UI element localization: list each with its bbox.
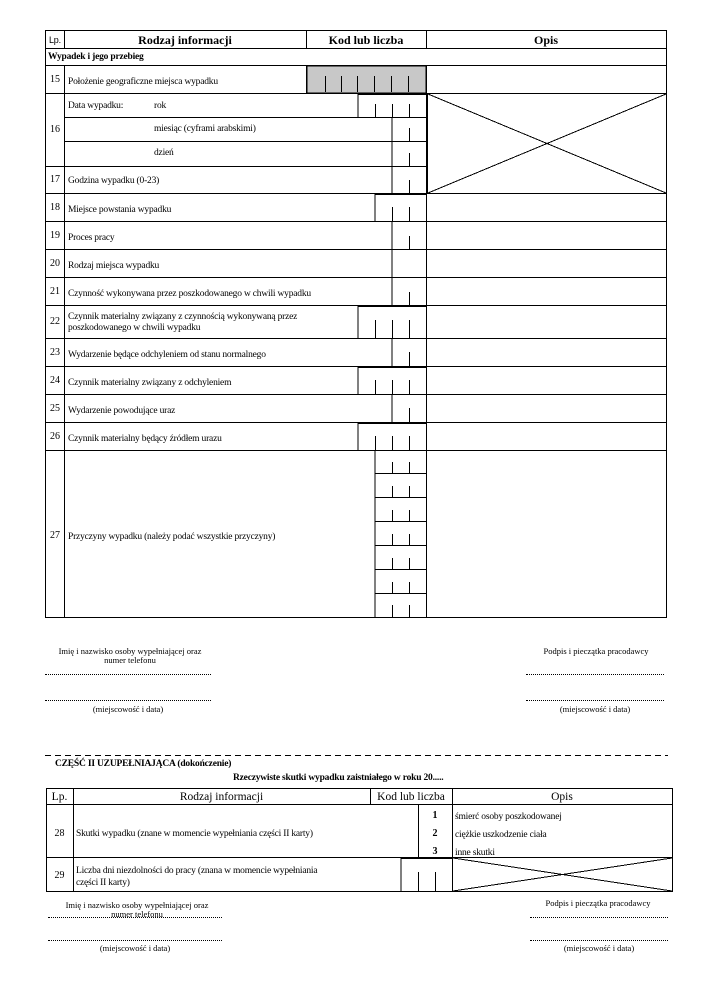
row-29-days-field[interactable] — [401, 859, 452, 891]
p2-header-lp: Lp. — [51, 791, 68, 803]
row-23-label: Wydarzenie będące odchyleniem od stanu normalnego — [68, 350, 266, 360]
section-title: Wypadek i jego przebieg — [48, 52, 144, 62]
row-18-opis-field[interactable] — [427, 194, 666, 221]
filler2-name-label-line2: numer telefonu — [111, 909, 163, 919]
row-29-label-line1: Liczba dni niezdolności do pracy (znana w momencie wypełniania — [76, 866, 318, 876]
row-22-lp: 22 — [50, 316, 60, 327]
part-two-title: CZĘŚĆ II UZUPEŁNIAJĄCA (dokończenie) — [55, 759, 232, 769]
filler-name-label-line1: Imię i nazwisko osoby wypełniającej oraz — [58, 646, 202, 656]
filler-name-label-line2: numer telefonu — [104, 655, 156, 665]
row-16-miesiac: miesiąc (cyframi arabskimi) — [154, 124, 256, 134]
row-17-label: Godzina wypadku (0-23) — [68, 176, 160, 186]
row-21-label: Czynność wykonywana przez poszkodowanego w chwili wypadku — [68, 289, 311, 299]
row-26-lp: 26 — [50, 431, 60, 442]
row-16-rok: rok — [154, 101, 167, 111]
row-28-opis-2: ciężkie uszkodzenie ciała — [455, 830, 547, 840]
row-19-code-field[interactable] — [392, 222, 426, 249]
row-19-label: Proces pracy — [68, 233, 115, 243]
row-22-label-line2: poszkodowanego w chwili wypadku — [68, 323, 201, 333]
row-18-label: Miejsce powstania wypadku — [68, 205, 172, 215]
p2-header-kod: Kod lub liczba — [377, 791, 445, 803]
row-16-month-field[interactable] — [392, 118, 426, 141]
row-27-code-field[interactable] — [375, 451, 426, 617]
row-27-lp: 27 — [50, 530, 60, 541]
p2-header-opis: Opis — [551, 791, 573, 803]
row-28-opis-3: inne skutki — [455, 848, 495, 858]
row-28-label: Skutki wypadku (znane w momencie wypełniania części II karty) — [76, 829, 313, 839]
row-16-label: Data wypadku: — [68, 101, 124, 111]
filler2-place-date-label: (miejscowość i data) — [99, 943, 171, 953]
row-21-code-field[interactable] — [392, 278, 426, 305]
row-27-opis-field[interactable] — [427, 451, 666, 617]
row-21-lp: 21 — [50, 286, 60, 297]
row-25-code-field[interactable] — [392, 395, 426, 422]
employer-place-date-label: (miejscowość i data) — [559, 704, 631, 714]
row-18-code-field[interactable] — [375, 195, 426, 221]
row-29-lp: 29 — [54, 870, 65, 881]
row-24-label: Czynnik materialny związany z odchyleniem — [68, 378, 232, 388]
row-25-label: Wydarzenie powodujące uraz — [68, 406, 176, 416]
row-19-lp: 19 — [50, 230, 60, 241]
row-17-lp: 17 — [50, 174, 60, 185]
row-19-opis-field[interactable] — [427, 222, 666, 249]
row-16-dzien: dzień — [154, 148, 174, 158]
row-16-day-field[interactable] — [392, 142, 426, 166]
row-20-label: Rodzaj miejsca wypadku — [68, 261, 160, 271]
row-20-code-field[interactable] — [392, 250, 426, 277]
filler-name-line[interactable] — [45, 674, 211, 675]
row-25-opis-field[interactable] — [427, 395, 666, 422]
employer2-signature-line[interactable] — [530, 917, 668, 918]
row-15-label: Położenie geograficzne miejsca wypadku — [68, 77, 218, 87]
row-15-lp: 15 — [50, 74, 60, 85]
row-28-lp: 28 — [54, 828, 65, 839]
row-26-code-field[interactable] — [358, 424, 426, 450]
row-28-code-1[interactable]: 1 — [432, 810, 438, 821]
row-20-opis-field[interactable] — [427, 250, 666, 277]
row-17-hour-field[interactable] — [392, 167, 426, 193]
row-18-lp: 18 — [50, 202, 60, 213]
row-25-lp: 25 — [50, 403, 60, 414]
row-29-label-line2: części II karty) — [76, 878, 130, 888]
p2-header-rodzaj: Rodzaj informacji — [179, 791, 264, 803]
filler-place-date-label: (miejscowość i data) — [92, 704, 164, 714]
row-28-opis-1: śmierć osoby poszkodowanej — [455, 812, 562, 822]
employer2-place-date-label: (miejscowość i data) — [563, 943, 635, 953]
row-24-code-field[interactable] — [358, 368, 426, 394]
row-28-code-3[interactable]: 3 — [432, 846, 438, 857]
row-22-code-field[interactable] — [358, 307, 426, 338]
employer2-signature-label: Podpis i pieczątka pracodawcy — [545, 898, 651, 908]
row-16-year-field[interactable] — [358, 94, 426, 117]
row-24-lp: 24 — [50, 375, 60, 386]
row-26-label: Czynnik materialny będący źródłem urazu — [68, 434, 222, 444]
header-kod-lub-liczba: Kod lub liczba — [328, 33, 404, 47]
row-24-opis-field[interactable] — [427, 367, 666, 394]
employer-place-date-line[interactable] — [526, 700, 664, 701]
row-27-label: Przyczyny wypadku (należy podać wszystkie przyczyny) — [68, 532, 276, 542]
row-23-opis-field[interactable] — [427, 339, 666, 366]
row-21-opis-field[interactable] — [427, 278, 666, 305]
employer-signature-label: Podpis i pieczątka pracodawcy — [543, 646, 649, 656]
row-28-code-2[interactable]: 2 — [432, 828, 438, 839]
filler2-place-date-line[interactable] — [48, 940, 222, 941]
part-two-subtitle: Rzeczywiste skutki wypadku zaistniałego w roku 20..... — [233, 773, 444, 783]
row-20-lp: 20 — [50, 258, 60, 269]
filler2-name-line[interactable] — [48, 917, 222, 918]
row-23-code-field[interactable] — [392, 339, 426, 366]
header-opis: Opis — [533, 33, 558, 47]
rows-16-17-opis-crossed — [427, 94, 666, 193]
row-26-opis-field[interactable] — [427, 423, 666, 450]
row-22-opis-field[interactable] — [427, 306, 666, 338]
row-29-opis-crossed — [453, 858, 672, 891]
employer-signature-line[interactable] — [526, 674, 664, 675]
employer2-place-date-line[interactable] — [530, 940, 668, 941]
row-23-lp: 23 — [50, 347, 60, 358]
row-22-label-line1: Czynnik materialny związany z czynnością wykonywaną przez — [68, 312, 298, 322]
row-16-lp: 16 — [50, 124, 60, 135]
header-lp: Lp. — [49, 35, 61, 45]
header-rodzaj-informacji: Rodzaj informacji — [138, 33, 232, 47]
filler-place-date-line[interactable] — [45, 700, 211, 701]
filler2-name-label-line1: Imię i nazwisko osoby wypełniającej oraz — [65, 900, 209, 910]
row-15-code-field[interactable] — [307, 66, 426, 93]
